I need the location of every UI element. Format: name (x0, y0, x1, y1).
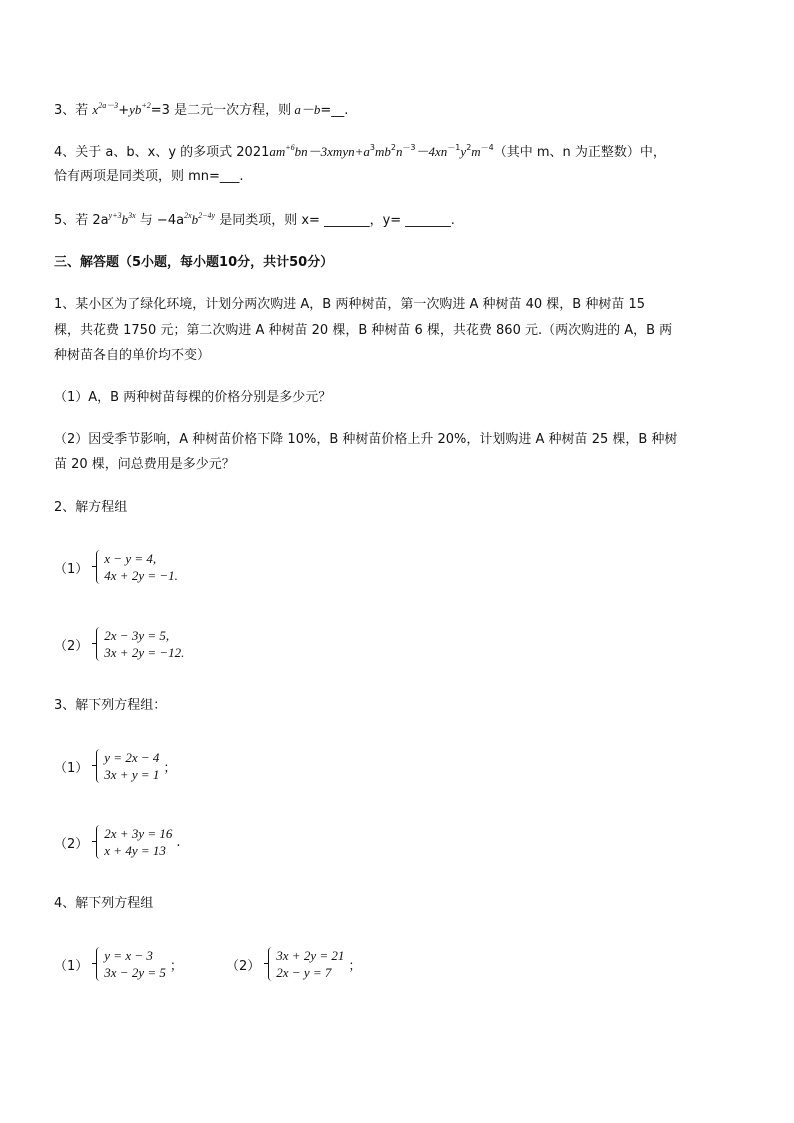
q4-intro: 4、关于 a、b、x、y 的多项式 2021 (54, 145, 270, 160)
q4-term2-exp: 3 (369, 143, 375, 152)
p1-sub1: （1）A，B 两种树苗每棵的价格分别是多少元？ (54, 390, 332, 405)
p4-s2-eq1: 3x + 2y = 21 (276, 948, 345, 963)
p3-s1-eq2: 3x + y = 1 (104, 767, 160, 782)
q3-blank: =__. (320, 103, 349, 118)
p2-s1-label: （1） (54, 561, 89, 577)
q3-y-exponent: +2 (141, 101, 151, 110)
q4-term1: am (269, 144, 286, 159)
q3-x: x (92, 102, 99, 117)
q5-exp2: 3x (128, 211, 136, 220)
p4-s2-label: （2） (226, 958, 261, 974)
p3-s2-label: （2） (54, 836, 89, 852)
q4-term6b: m (471, 144, 481, 159)
p2-title: 2、解方程组 (54, 500, 128, 515)
p4-s2-eq2: 2x − y = 7 (276, 965, 332, 980)
p3-s1-equations (104, 749, 159, 783)
q4-term2b: mb (374, 144, 391, 159)
q5-exp3: 2x (184, 211, 192, 220)
p3-s2-eq2: x + 4y = 13 (104, 843, 166, 858)
q4-term7-exp: －4 (480, 143, 494, 152)
p2-s2-eq2: 3x + 2y = −12. (104, 645, 185, 660)
q4-term5-exp: －1 (447, 143, 461, 152)
p4-s2-equations (276, 947, 344, 981)
q3-y: yb (129, 102, 142, 117)
brace-icon (96, 947, 102, 981)
p3-s1-label: （1） (54, 760, 89, 776)
p3-s1-eq1: y = 2x − 4 (104, 750, 160, 765)
p3-title: 3、解下列方程组： (54, 698, 167, 713)
p3-system-1 (54, 749, 176, 783)
p2-s1-eq2: 4x + 2y = −1. (104, 568, 178, 583)
q4-term3-exp: 2 (390, 143, 396, 152)
p3-system-2 (54, 825, 181, 859)
brace-icon (96, 627, 102, 661)
p1-sub2-line2: 苗 20 棵，问总费用是多少元？ (54, 457, 235, 472)
fill-blank-q3 (54, 100, 348, 121)
q4-term6-exp: 2 (466, 143, 472, 152)
p3-s2-trail: . (176, 834, 181, 850)
p4-s1-eq1: y = x − 3 (104, 948, 153, 963)
p4-s1-trail: ； (169, 958, 183, 974)
q3-plus: + (118, 103, 130, 118)
q5-prefix: 5、若 2a (54, 213, 109, 228)
q4-term1-exp: +6 (285, 143, 295, 152)
p3-s1-trail: ； (163, 760, 177, 776)
p3-s2-eq1: 2x + 3y = 16 (104, 826, 173, 841)
fill-blank-q4-line2: 恰有两项是同类项，则 mn=___. (54, 169, 244, 184)
q5-b1: b (121, 212, 129, 227)
q4-term3b: n (395, 144, 403, 159)
p2-s1-equations (104, 550, 178, 584)
p4-system-2 (226, 947, 361, 981)
brace-icon (268, 947, 274, 981)
q5-exp4: 2−4y (198, 211, 216, 220)
p2-s1-eq1: x − y = 4, (104, 551, 157, 566)
q5-b2: b (191, 212, 199, 227)
q4-term4-exp: －3 (402, 143, 416, 152)
p3-s2-equations (104, 825, 172, 859)
p4-title: 4、解下列方程组 (54, 896, 154, 911)
q3-x-exponent: 2a－3 (98, 101, 119, 110)
p2-s2-label: （2） (54, 638, 89, 654)
p4-s1-eq2: 3x − 2y = 5 (104, 965, 166, 980)
p1-line2: 棵，共花费 1750 元；第二次购进 A 种树苗 20 棵，B 种树苗 6 棵，共花费 860 元.（两次购进的 A，B 两 (54, 323, 673, 338)
q4-line1-end: （其中 m、n 为正整数）中， (493, 145, 666, 160)
section-heading: 三、解答题（5小题，每小题10分，共计50分） (54, 255, 334, 270)
brace-icon (96, 749, 102, 783)
p4-s2-trail: ； (348, 958, 362, 974)
q5-mid: 与 −4a (135, 213, 185, 228)
p2-s2-eq1: 2x − 3y = 5, (104, 628, 170, 643)
q3-prefix: 3、若 (54, 103, 93, 118)
p1-line3: 种树苗各自的单价均不变） (54, 348, 211, 363)
p4-s1-label: （1） (54, 958, 89, 974)
fill-blank-q4-line1 (54, 142, 666, 163)
q4-term1b: bn－3xmyn+a (294, 144, 370, 159)
brace-icon (96, 550, 102, 584)
p4-s1-equations (104, 947, 166, 981)
q3-a-minus-b: a－b (291, 102, 321, 117)
p2-s2-equations (104, 627, 184, 661)
q4-term5b: y (460, 144, 467, 159)
q5-exp1: y+3 (108, 211, 122, 220)
p2-system-1 (54, 550, 178, 584)
p1-sub2-line1: （2）因受季节影响，A 种树苗价格下降 10%，B 种树苗价格上升 20%，计划购进 A 种树苗 25 棵，B 种树 (54, 432, 678, 447)
fill-blank-q5 (54, 210, 455, 231)
q3-equation-text: =3 是二元一次方程，则 (150, 103, 292, 118)
q4-term4b: －4xn (415, 144, 448, 159)
p1-line1: 1、某小区为了绿化环境，计划分两次购进 A，B 两种树苗，第一次购进 A 种树苗 40 棵，B 种树苗 15 (54, 297, 646, 312)
p2-system-2 (54, 627, 184, 661)
brace-icon (96, 825, 102, 859)
q5-suffix: 是同类项，则 x= _______，y= _______. (215, 213, 455, 228)
p4-system-1 (54, 947, 183, 981)
